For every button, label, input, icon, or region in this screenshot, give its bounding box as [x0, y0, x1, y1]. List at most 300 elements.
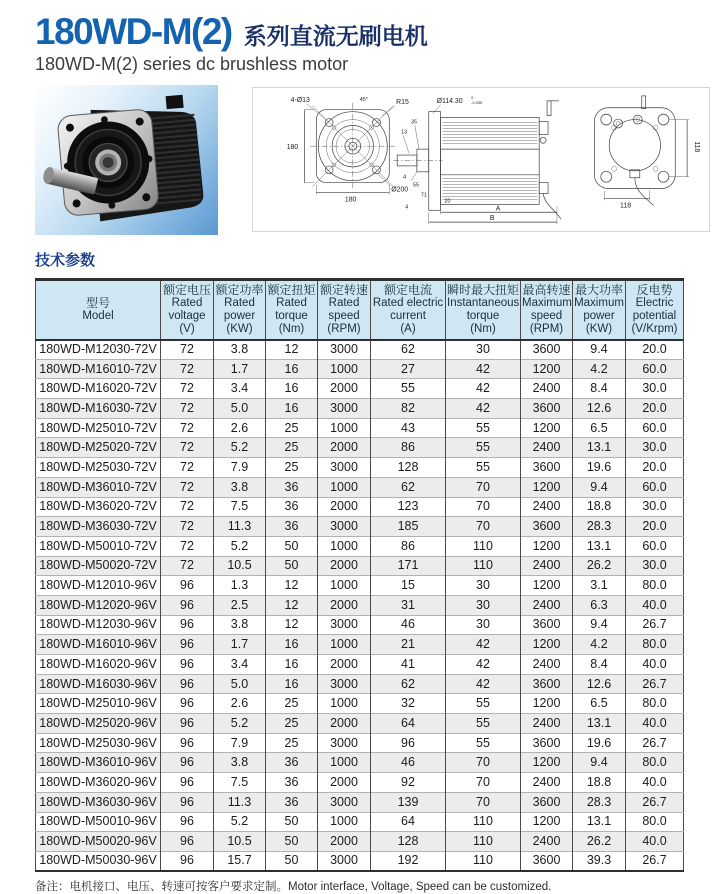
model-cell: 180WD-M25030-72V [36, 458, 161, 478]
value-cell: 3.8 [214, 340, 266, 360]
front-dim-height: 180 [286, 144, 299, 152]
value-cell: 9.4 [573, 615, 626, 635]
value-cell: 86 [371, 438, 446, 458]
value-cell: 62 [371, 477, 446, 497]
value-cell: 30 [446, 595, 521, 615]
value-cell: 7.9 [214, 733, 266, 753]
value-cell: 1200 [521, 359, 573, 379]
rear-view-drawing [594, 96, 700, 209]
value-cell: 72 [161, 458, 214, 478]
value-cell: 1200 [521, 477, 573, 497]
value-cell: 8.4 [573, 655, 626, 675]
table-row [36, 812, 684, 832]
value-cell: 25 [266, 714, 318, 734]
value-cell: 42 [446, 655, 521, 675]
value-cell: 3000 [318, 615, 371, 635]
value-cell: 8.4 [573, 379, 626, 399]
value-cell: 9.4 [573, 340, 626, 360]
table-row [36, 595, 684, 615]
model-cell: 180WD-M25010-72V [36, 418, 161, 438]
value-cell: 2400 [521, 497, 573, 517]
model-cell: 180WD-M12020-96V [36, 595, 161, 615]
value-cell: 96 [161, 812, 214, 832]
value-cell: 19.6 [573, 733, 626, 753]
section-title: 技术参数 [35, 252, 96, 269]
model-cell: 180WD-M12030-96V [36, 615, 161, 635]
value-cell: 3600 [521, 733, 573, 753]
table-row [36, 792, 684, 812]
value-cell: 96 [161, 753, 214, 773]
value-cell: 12 [266, 576, 318, 596]
table-row [36, 733, 684, 753]
value-cell: 12.6 [573, 674, 626, 694]
value-cell: 26.7 [626, 674, 684, 694]
value-cell: 32 [371, 694, 446, 714]
value-cell: 2400 [521, 714, 573, 734]
value-cell: 96 [161, 792, 214, 812]
value-cell: 96 [161, 576, 214, 596]
value-cell: 64 [371, 714, 446, 734]
value-cell: 3600 [521, 399, 573, 419]
value-cell: 30 [446, 340, 521, 360]
drawings-svg [253, 88, 709, 231]
value-cell: 41 [371, 655, 446, 675]
column-header: 额定电流 Rated electric current (A) [371, 280, 446, 340]
value-cell: 2000 [318, 497, 371, 517]
front-dim-angle: 45° [359, 96, 368, 103]
column-header: 最大功率 Maximum power (KW) [573, 280, 626, 340]
table-row [36, 458, 684, 478]
value-cell: 72 [161, 418, 214, 438]
table-row [36, 615, 684, 635]
value-cell: 128 [371, 832, 446, 852]
model-cell: 180WD-M36020-96V [36, 773, 161, 793]
value-cell: 139 [371, 792, 446, 812]
value-cell: 26.2 [573, 556, 626, 576]
value-cell: 7.5 [214, 497, 266, 517]
value-cell: 26.7 [626, 851, 684, 871]
model-cell: 180WD-M25030-96V [36, 733, 161, 753]
value-cell: 80.0 [626, 576, 684, 596]
value-cell: 3000 [318, 517, 371, 537]
rear-dim-height: 118 [693, 141, 701, 153]
column-header: 型号 Model [36, 280, 161, 340]
value-cell: 110 [446, 536, 521, 556]
table-row [36, 418, 684, 438]
table-row [36, 379, 684, 399]
side-view-drawing [393, 95, 561, 224]
side-dim-shaft: Ø114.30 [436, 97, 463, 105]
value-cell: 3000 [318, 399, 371, 419]
value-cell: 2000 [318, 556, 371, 576]
value-cell: 80.0 [626, 812, 684, 832]
value-cell: 25 [266, 458, 318, 478]
value-cell: 96 [161, 694, 214, 714]
table-row [36, 497, 684, 517]
value-cell: 3600 [521, 458, 573, 478]
value-cell: 2000 [318, 714, 371, 734]
value-cell: 6.5 [573, 418, 626, 438]
value-cell: 70 [446, 497, 521, 517]
value-cell: 39.3 [573, 851, 626, 871]
value-cell: 40.0 [626, 773, 684, 793]
side-dim-B: B [489, 215, 495, 223]
value-cell: 13.1 [573, 536, 626, 556]
value-cell: 1.7 [214, 635, 266, 655]
value-cell: 40.0 [626, 832, 684, 852]
value-cell: 60.0 [626, 359, 684, 379]
value-cell: 110 [446, 556, 521, 576]
table-row [36, 556, 684, 576]
value-cell: 110 [446, 832, 521, 852]
value-cell: 36 [266, 497, 318, 517]
value-cell: 36 [266, 792, 318, 812]
value-cell: 72 [161, 556, 214, 576]
value-cell: 30 [446, 576, 521, 596]
value-cell: 62 [371, 674, 446, 694]
front-view-drawing [287, 97, 409, 204]
side-dim-35: 35 [410, 119, 417, 126]
value-cell: 72 [161, 477, 214, 497]
model-cell: 180WD-M16030-72V [36, 399, 161, 419]
value-cell: 1200 [521, 418, 573, 438]
value-cell: 16 [266, 655, 318, 675]
value-cell: 26.7 [626, 733, 684, 753]
value-cell: 18.8 [573, 497, 626, 517]
table-row [36, 438, 684, 458]
value-cell: 3.8 [214, 753, 266, 773]
value-cell: 96 [161, 655, 214, 675]
model-cell: 180WD-M50020-96V [36, 832, 161, 852]
front-dim-radius: R15 [396, 98, 409, 106]
value-cell: 30.0 [626, 497, 684, 517]
model-cell: 180WD-M25020-72V [36, 438, 161, 458]
value-cell: 1200 [521, 694, 573, 714]
front-dim-circle: Ø200 [391, 186, 409, 194]
value-cell: 16 [266, 635, 318, 655]
side-dim-A: A [495, 205, 501, 213]
motor-illustration [35, 85, 218, 235]
value-cell: 1000 [318, 635, 371, 655]
column-header: 额定转速 Rated speed (RPM) [318, 280, 371, 340]
value-cell: 40.0 [626, 714, 684, 734]
model-cell: 180WD-M36010-72V [36, 477, 161, 497]
value-cell: 96 [161, 635, 214, 655]
model-cell: 180WD-M16010-96V [36, 635, 161, 655]
value-cell: 1000 [318, 576, 371, 596]
value-cell: 110 [446, 812, 521, 832]
value-cell: 70 [446, 792, 521, 812]
value-cell: 64 [371, 812, 446, 832]
model-cell: 180WD-M16020-96V [36, 655, 161, 675]
model-cell: 180WD-M16030-96V [36, 674, 161, 694]
value-cell: 55 [446, 438, 521, 458]
value-cell: 20.0 [626, 340, 684, 360]
value-cell: 42 [446, 379, 521, 399]
value-cell: 62 [371, 340, 446, 360]
side-dim-71: 71 [420, 192, 427, 199]
value-cell: 96 [161, 773, 214, 793]
value-cell: 1000 [318, 812, 371, 832]
value-cell: 2400 [521, 655, 573, 675]
value-cell: 96 [161, 674, 214, 694]
value-cell: 2000 [318, 655, 371, 675]
value-cell: 46 [371, 753, 446, 773]
value-cell: 3000 [318, 340, 371, 360]
value-cell: 192 [371, 851, 446, 871]
value-cell: 46 [371, 615, 446, 635]
value-cell: 96 [371, 733, 446, 753]
value-cell: 13.1 [573, 714, 626, 734]
value-cell: 30.0 [626, 379, 684, 399]
value-cell: 27 [371, 359, 446, 379]
value-cell: 55 [446, 733, 521, 753]
value-cell: 3600 [521, 615, 573, 635]
model-cell: 180WD-M50030-96V [36, 851, 161, 871]
spec-table [35, 278, 684, 872]
value-cell: 2400 [521, 595, 573, 615]
column-header: 瞬时最大扭矩 Instantaneous torque (Nm) [446, 280, 521, 340]
value-cell: 123 [371, 497, 446, 517]
value-cell: 1000 [318, 536, 371, 556]
model-cell: 180WD-M25010-96V [36, 694, 161, 714]
rear-dim-width: 118 [620, 202, 632, 210]
value-cell: 72 [161, 438, 214, 458]
value-cell: 16 [266, 674, 318, 694]
value-cell: 3600 [521, 851, 573, 871]
value-cell: 36 [266, 753, 318, 773]
value-cell: 2000 [318, 379, 371, 399]
value-cell: 55 [446, 694, 521, 714]
value-cell: 3000 [318, 674, 371, 694]
value-cell: 5.2 [214, 812, 266, 832]
value-cell: 12 [266, 595, 318, 615]
table-row [36, 536, 684, 556]
value-cell: 2.6 [214, 418, 266, 438]
value-cell: 3000 [318, 851, 371, 871]
page-subtitle: 180WD-M(2) series dc brushless motor [35, 54, 349, 74]
value-cell: 55 [446, 458, 521, 478]
motor-photo [35, 85, 218, 235]
value-cell: 96 [161, 733, 214, 753]
value-cell: 1000 [318, 753, 371, 773]
value-cell: 72 [161, 517, 214, 537]
value-cell: 3000 [318, 733, 371, 753]
value-cell: 36 [266, 477, 318, 497]
column-header: 额定扭矩 Rated torque (Nm) [266, 280, 318, 340]
column-header: 反电势 Electric potential (V/Krpm) [626, 280, 684, 340]
value-cell: 72 [161, 379, 214, 399]
value-cell: 70 [446, 773, 521, 793]
value-cell: 3.1 [573, 576, 626, 596]
value-cell: 43 [371, 418, 446, 438]
table-row [36, 714, 684, 734]
model-cell: 180WD-M50010-96V [36, 812, 161, 832]
value-cell: 1200 [521, 536, 573, 556]
table-row [36, 340, 684, 360]
model-cell: 180WD-M36030-96V [36, 792, 161, 812]
value-cell: 12 [266, 340, 318, 360]
front-dim-width: 180 [344, 196, 357, 204]
value-cell: 60.0 [626, 536, 684, 556]
value-cell: 6.3 [573, 595, 626, 615]
front-dim-bolt: 4-Ø13 [290, 96, 310, 104]
value-cell: 50 [266, 812, 318, 832]
value-cell: 96 [161, 595, 214, 615]
value-cell: 2400 [521, 438, 573, 458]
value-cell: 20.0 [626, 399, 684, 419]
value-cell: 13.1 [573, 438, 626, 458]
value-cell: 3600 [521, 674, 573, 694]
value-cell: 10.5 [214, 556, 266, 576]
value-cell: 18.8 [573, 773, 626, 793]
table-row [36, 477, 684, 497]
value-cell: 26.2 [573, 832, 626, 852]
value-cell: 21 [371, 635, 446, 655]
side-dim-tol-top: 0 [471, 94, 474, 100]
table-row [36, 753, 684, 773]
value-cell: 96 [161, 714, 214, 734]
footnote: 备注：电机接口、电压、转速可按客户要求定制。Motor interface, Voltage, Speed can be customized. [35, 881, 552, 893]
table-row [36, 655, 684, 675]
value-cell: 13.1 [573, 812, 626, 832]
value-cell: 1200 [521, 576, 573, 596]
value-cell: 50 [266, 832, 318, 852]
value-cell: 96 [161, 615, 214, 635]
side-dim-20: 20 [444, 198, 451, 205]
value-cell: 1.3 [214, 576, 266, 596]
value-cell: 96 [161, 851, 214, 871]
value-cell: 2400 [521, 379, 573, 399]
value-cell: 2400 [521, 773, 573, 793]
value-cell: 30.0 [626, 438, 684, 458]
value-cell: 25 [266, 733, 318, 753]
model-cell: 180WD-M50010-72V [36, 536, 161, 556]
value-cell: 92 [371, 773, 446, 793]
value-cell: 5.0 [214, 674, 266, 694]
title-block [35, 11, 428, 75]
value-cell: 42 [446, 399, 521, 419]
value-cell: 3.8 [214, 615, 266, 635]
value-cell: 7.9 [214, 458, 266, 478]
value-cell: 6.5 [573, 694, 626, 714]
value-cell: 3600 [521, 340, 573, 360]
value-cell: 28.3 [573, 517, 626, 537]
value-cell: 1.7 [214, 359, 266, 379]
value-cell: 26.7 [626, 792, 684, 812]
table-header-row [36, 280, 684, 340]
value-cell: 1000 [318, 359, 371, 379]
value-cell: 12.6 [573, 399, 626, 419]
value-cell: 26.7 [626, 615, 684, 635]
value-cell: 36 [266, 773, 318, 793]
value-cell: 16 [266, 399, 318, 419]
value-cell: 2000 [318, 438, 371, 458]
side-dim-55: 55 [412, 182, 419, 189]
value-cell: 11.3 [214, 517, 266, 537]
value-cell: 72 [161, 497, 214, 517]
value-cell: 50 [266, 851, 318, 871]
model-cell: 180WD-M36030-72V [36, 517, 161, 537]
model-cell: 180WD-M25020-96V [36, 714, 161, 734]
value-cell: 72 [161, 359, 214, 379]
model-cell: 180WD-M16010-72V [36, 359, 161, 379]
dimension-drawings [252, 87, 710, 232]
value-cell: 80.0 [626, 753, 684, 773]
value-cell: 5.0 [214, 399, 266, 419]
value-cell: 20.0 [626, 517, 684, 537]
value-cell: 9.4 [573, 477, 626, 497]
table-row [36, 359, 684, 379]
value-cell: 25 [266, 694, 318, 714]
value-cell: 55 [371, 379, 446, 399]
value-cell: 25 [266, 438, 318, 458]
side-dim-13: 13 [401, 129, 408, 136]
column-header: 额定电压 Rated voltage (V) [161, 280, 214, 340]
table-row [36, 674, 684, 694]
model-cell: 180WD-M36010-96V [36, 753, 161, 773]
value-cell: 2000 [318, 832, 371, 852]
value-cell: 110 [446, 851, 521, 871]
side-dim-4a: 4 [403, 174, 407, 181]
value-cell: 185 [371, 517, 446, 537]
value-cell: 42 [446, 359, 521, 379]
value-cell: 12 [266, 615, 318, 635]
value-cell: 2000 [318, 595, 371, 615]
value-cell: 11.3 [214, 792, 266, 812]
table-row [36, 399, 684, 419]
value-cell: 9.4 [573, 753, 626, 773]
value-cell: 70 [446, 517, 521, 537]
value-cell: 171 [371, 556, 446, 576]
value-cell: 72 [161, 340, 214, 360]
value-cell: 4.2 [573, 635, 626, 655]
value-cell: 82 [371, 399, 446, 419]
value-cell: 31 [371, 595, 446, 615]
column-header: 额定功率 Rated power (KW) [214, 280, 266, 340]
value-cell: 128 [371, 458, 446, 478]
value-cell: 16 [266, 359, 318, 379]
side-dim-tol-bottom: -0.035 [471, 99, 483, 105]
value-cell: 2000 [318, 773, 371, 793]
table-row [36, 576, 684, 596]
value-cell: 5.2 [214, 714, 266, 734]
value-cell: 30.0 [626, 556, 684, 576]
table-row [36, 773, 684, 793]
value-cell: 3000 [318, 458, 371, 478]
model-cell: 180WD-M36020-72V [36, 497, 161, 517]
value-cell: 3.4 [214, 379, 266, 399]
value-cell: 50 [266, 536, 318, 556]
model-cell: 180WD-M12030-72V [39, 342, 157, 357]
value-cell: 15.7 [214, 851, 266, 871]
table-row [36, 517, 684, 537]
value-cell: 15 [371, 576, 446, 596]
value-cell: 55 [446, 714, 521, 734]
table-row [36, 832, 684, 852]
value-cell: 1200 [521, 812, 573, 832]
value-cell: 4.2 [573, 359, 626, 379]
page-title: 180WD-M(2) [35, 11, 232, 52]
value-cell: 86 [371, 536, 446, 556]
value-cell: 2400 [521, 556, 573, 576]
table-row [36, 851, 684, 871]
page-title-cn: 系列直流无刷电机 [243, 23, 428, 49]
value-cell: 70 [446, 477, 521, 497]
side-dim-4b: 4 [405, 204, 409, 211]
model-cell: 180WD-M12010-96V [36, 576, 161, 596]
value-cell: 60.0 [626, 477, 684, 497]
